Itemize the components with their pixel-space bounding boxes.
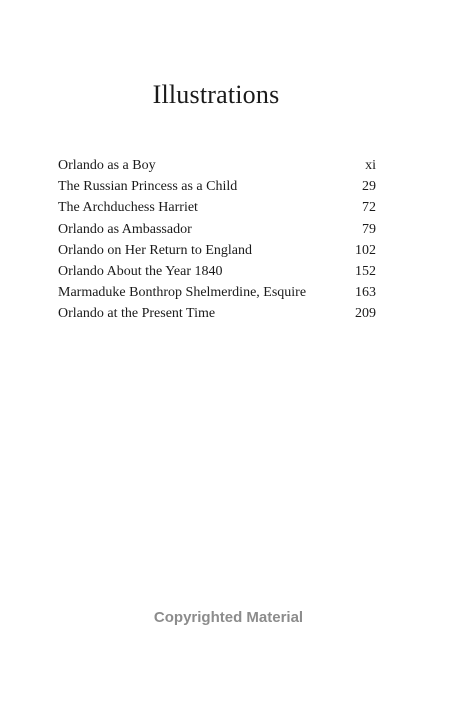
illustration-title: Orlando at the Present Time: [58, 306, 216, 322]
illustration-title: Orlando on Her Return to England: [58, 242, 253, 258]
page-number: 79: [362, 221, 376, 237]
illustration-title: The Archduchess Harriet: [58, 200, 198, 216]
list-item: [58, 261, 376, 282]
list-item: [58, 303, 376, 324]
illustration-title: Orlando About the Year 1840: [58, 263, 223, 279]
page-number: 102: [355, 242, 376, 258]
illustrations-list: [58, 155, 376, 325]
page-number: 163: [355, 285, 376, 301]
page-number: xi: [365, 158, 376, 173]
list-item: [58, 176, 376, 197]
page-number: 72: [362, 200, 376, 216]
list-item: [58, 197, 376, 218]
list-item: [58, 240, 376, 261]
list-item: [58, 219, 376, 240]
page-number: 29: [362, 179, 376, 195]
page-title: Illustrations: [152, 80, 280, 109]
illustration-title: Marmaduke Bonthrop Shelmerdine, Esquire: [58, 285, 307, 301]
illustration-title: Orlando as Ambassador: [58, 221, 192, 237]
illustration-title: The Russian Princess as a Child: [58, 179, 238, 195]
page-number: 152: [355, 263, 376, 279]
list-item: [58, 155, 376, 176]
copyright-watermark: Copyrighted Material: [153, 609, 304, 626]
illustration-title: Orlando as a Boy: [58, 158, 156, 173]
page-number: 209: [355, 306, 376, 322]
list-item: [58, 282, 376, 303]
